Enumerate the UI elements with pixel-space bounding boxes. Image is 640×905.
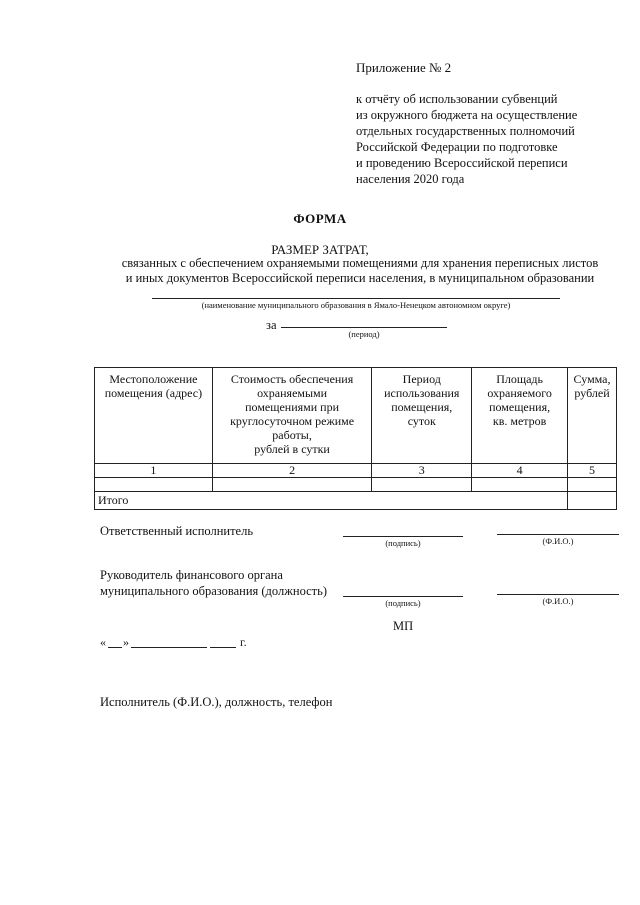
appendix-description (356, 91, 626, 187)
table-cell[interactable] (212, 478, 372, 492)
municipality-caption: (наименование муниципального образования в Ямало-Ненецком автономном округе) (201, 300, 511, 310)
responsible-signature-line[interactable] (343, 536, 463, 537)
table-header-row (95, 368, 617, 464)
header-cell-period: Период использования помещения, суток (372, 368, 472, 464)
stamp-label: МП (393, 619, 414, 633)
table-cell[interactable] (568, 478, 617, 492)
head-label-line: муниципального образования (должность) (100, 584, 328, 598)
fio-caption: (Ф.И.О.) (542, 596, 574, 606)
period-prefix: за (266, 318, 277, 332)
date-close-quote: » (123, 635, 129, 649)
period-caption: (период) (348, 329, 380, 339)
table-total-row (95, 492, 617, 510)
head-label-line: Руководитель финансового органа (100, 568, 283, 582)
header-cell-cost: Стоимость обеспечения охраняемыми помещениями при круглосуточном режиме работы, рублей в сутки (212, 368, 372, 464)
head-label (100, 567, 327, 599)
table-cell[interactable] (372, 478, 472, 492)
header-cell-location: Местоположение помещения (адрес) (95, 368, 213, 464)
column-number: 4 (472, 464, 568, 478)
head-fio-line[interactable] (497, 594, 619, 595)
appendix-line: из окружного бюджета на осуществление (356, 108, 578, 122)
appendix-line: Российской Федерации по подготовке (356, 140, 558, 154)
appendix-line: населения 2020 года (356, 172, 465, 186)
period-field-line[interactable] (281, 327, 447, 328)
column-number: 1 (95, 464, 213, 478)
description-line: и иных документов Всероссийской переписи населения, в муниципальном образовании (125, 271, 595, 285)
responsible-fio-line[interactable] (497, 534, 619, 535)
form-subtitle: РАЗМЕР ЗАТРАТ, (271, 242, 369, 257)
header-cell-sum: Сумма, рублей (568, 368, 617, 464)
header-cell-area: Площадь охраняемого помещения, кв. метров (472, 368, 568, 464)
description-line: связанных с обеспечением охраняемыми помещениями для хранения переписных листов (121, 256, 599, 270)
appendix-title: Приложение № 2 (356, 60, 452, 75)
responsible-label: Ответственный исполнитель (100, 524, 254, 538)
signature-caption: (подпись) (385, 538, 421, 548)
form-description (100, 256, 620, 286)
table-numbers-row (95, 464, 617, 478)
table-row[interactable] (95, 478, 617, 492)
date-month-line[interactable] (131, 647, 207, 648)
executor-label: Исполнитель (Ф.И.О.), должность, телефон (100, 695, 333, 709)
date-open-quote: « (100, 635, 106, 649)
form-heading: ФОРМА (293, 211, 347, 226)
date-year-line[interactable] (210, 647, 236, 648)
column-number: 3 (372, 464, 472, 478)
date-block (100, 635, 260, 651)
appendix-line: к отчёту об использовании субвенций (356, 92, 558, 106)
table-cell[interactable] (472, 478, 568, 492)
column-number: 5 (568, 464, 617, 478)
table-cell[interactable] (95, 478, 213, 492)
appendix-line: и проведению Всероссийской переписи (356, 156, 568, 170)
date-day-line[interactable] (108, 647, 122, 648)
fio-caption: (Ф.И.О.) (542, 536, 574, 546)
total-label: Итого (95, 492, 568, 510)
total-value-cell[interactable] (568, 492, 617, 510)
signature-caption: (подпись) (385, 598, 421, 608)
head-signature-line[interactable] (343, 596, 463, 597)
column-number: 2 (212, 464, 372, 478)
date-suffix: г. (240, 635, 247, 649)
cost-table (94, 367, 617, 510)
appendix-line: отдельных государственных полномочий (356, 124, 575, 138)
municipality-field-line[interactable] (152, 298, 560, 299)
